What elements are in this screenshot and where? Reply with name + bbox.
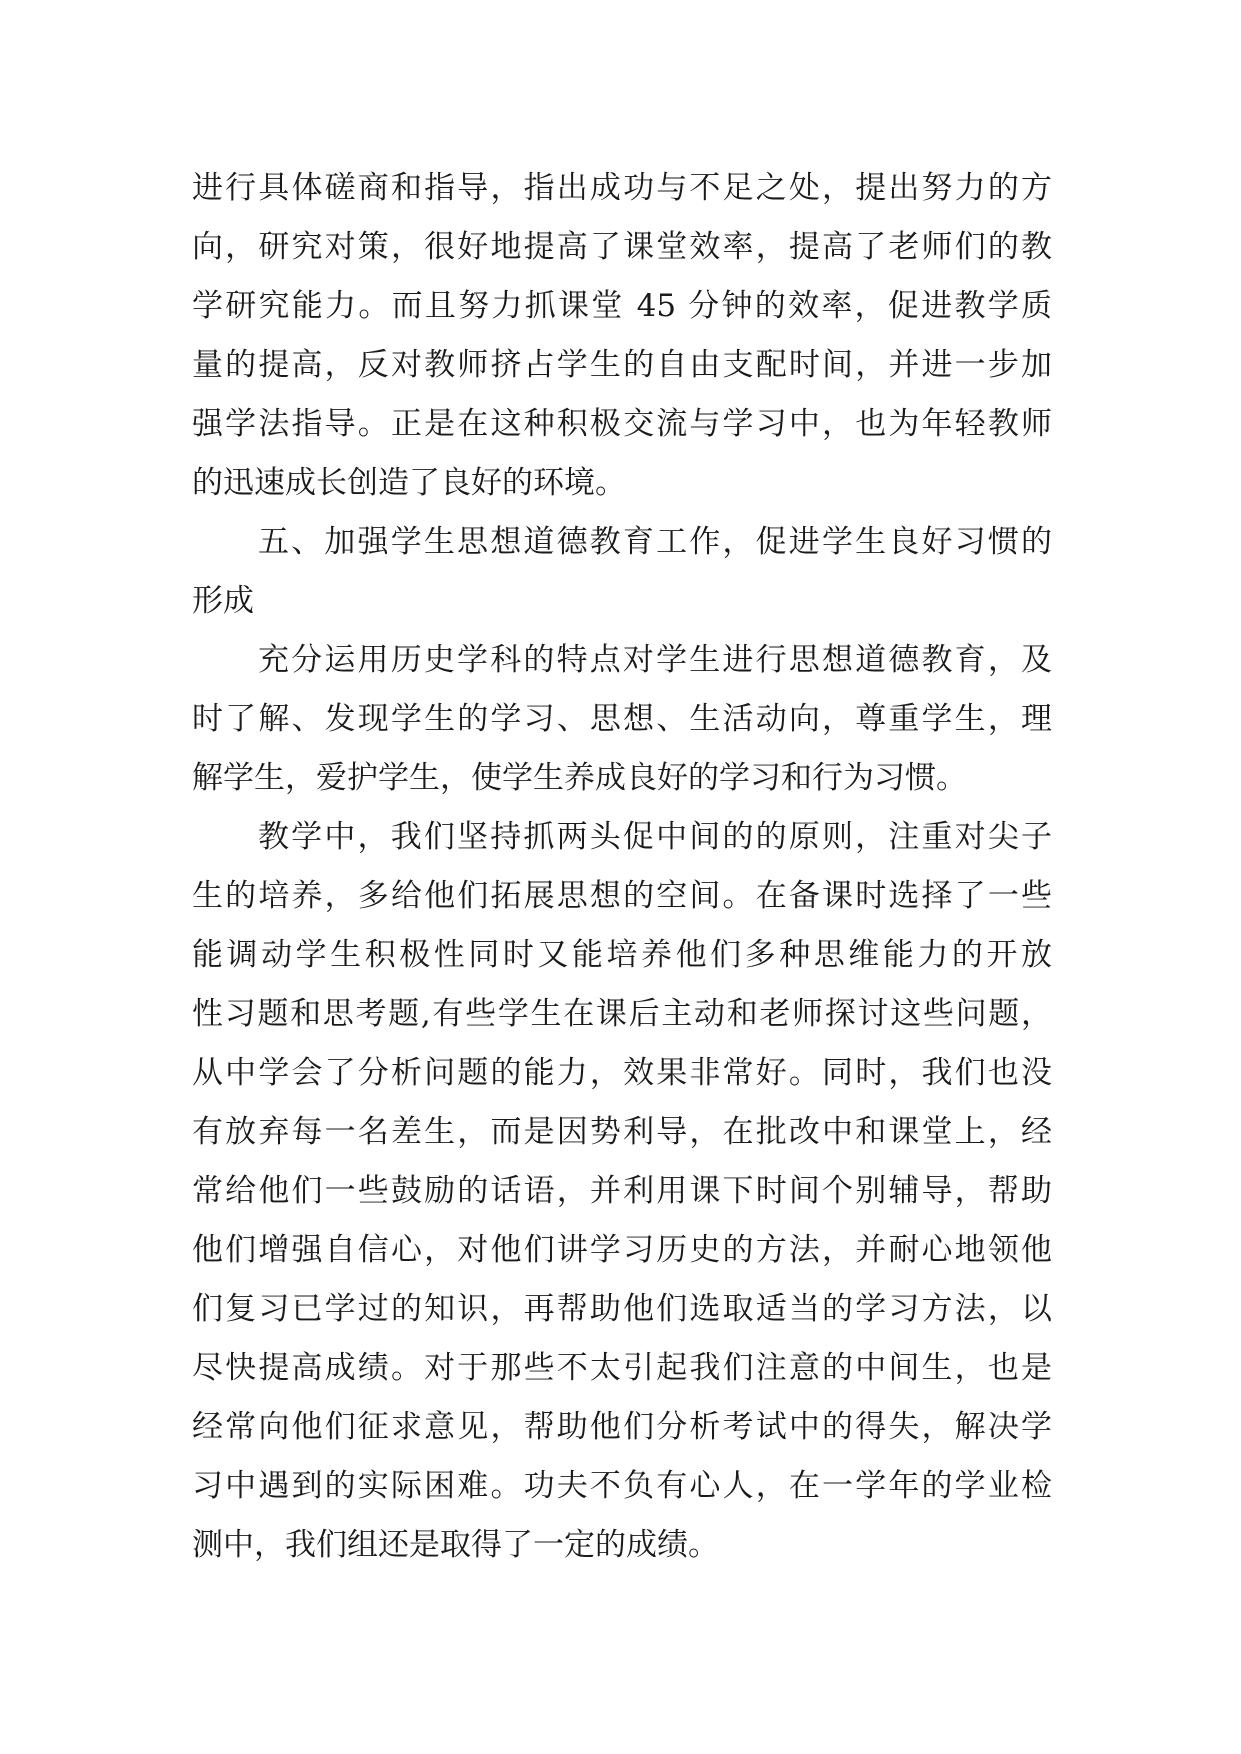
text-line: 学研究能力。而且努力抓课堂 45 分钟的效率，促进教学质 bbox=[192, 288, 1052, 324]
text-line: 尽快提高成绩。对于那些不太引起我们注意的中间生，也是 bbox=[192, 1350, 1052, 1386]
text-line: 他们增强自信心，对他们讲学习历史的方法，并耐心地领他 bbox=[192, 1232, 1052, 1268]
text-line: 进行具体磋商和指导，指出成功与不足之处，提出努力的方 bbox=[192, 170, 1052, 206]
text-line: 们复习已学过的知识，再帮助他们选取适当的学习方法，以 bbox=[192, 1291, 1052, 1327]
section-heading: 五、加强学生思想道德教育工作，促进学生良好习惯的 bbox=[258, 524, 1052, 560]
text-line: 能调动学生积极性同时又能培养他们多种思维能力的开放 bbox=[192, 937, 1052, 973]
text-line: 经常向他们征求意见，帮助他们分析考试中的得失，解决学 bbox=[192, 1409, 1052, 1445]
text-line: 测中，我们组还是取得了一定的成绩。 bbox=[192, 1527, 719, 1563]
text-line: 时了解、发现学生的学习、思想、生活动向，尊重学生，理 bbox=[192, 701, 1052, 737]
text-line: 习中遇到的实际困难。功夫不负有心人，在一学年的学业检 bbox=[192, 1468, 1052, 1504]
text-line: 从中学会了分析问题的能力，效果非常好。同时，我们也没 bbox=[192, 1055, 1052, 1091]
text-line: 的迅速成长创造了良好的环境。 bbox=[192, 465, 626, 501]
text-line: 充分运用历史学科的特点对学生进行思想道德教育，及 bbox=[258, 642, 1052, 678]
text-line: 常给他们一些鼓励的话语，并利用课下时间个别辅导，帮助 bbox=[192, 1173, 1052, 1209]
text-line: 量的提高，反对教师挤占学生的自由支配时间，并进一步加 bbox=[192, 347, 1052, 383]
text-line: 性习题和思考题,有些学生在课后主动和老师探讨这些问题， bbox=[192, 996, 1052, 1032]
text-line: 教学中，我们坚持抓两头促中间的的原则，注重对尖子 bbox=[258, 819, 1052, 855]
text-line: 强学法指导。正是在这种积极交流与学习中，也为年轻教师 bbox=[192, 406, 1052, 442]
section-heading-continuation: 形成 bbox=[192, 583, 254, 619]
text-line: 生的培养，多给他们拓展思想的空间。在备课时选择了一些 bbox=[192, 878, 1052, 914]
text-line: 解学生，爱护学生，使学生养成良好的学习和行为习惯。 bbox=[192, 760, 967, 796]
text-line: 有放弃每一名差生，而是因势利导，在批改中和课堂上，经 bbox=[192, 1114, 1052, 1150]
text-line: 向，研究对策，很好地提高了课堂效率，提高了老师们的教 bbox=[192, 229, 1052, 265]
